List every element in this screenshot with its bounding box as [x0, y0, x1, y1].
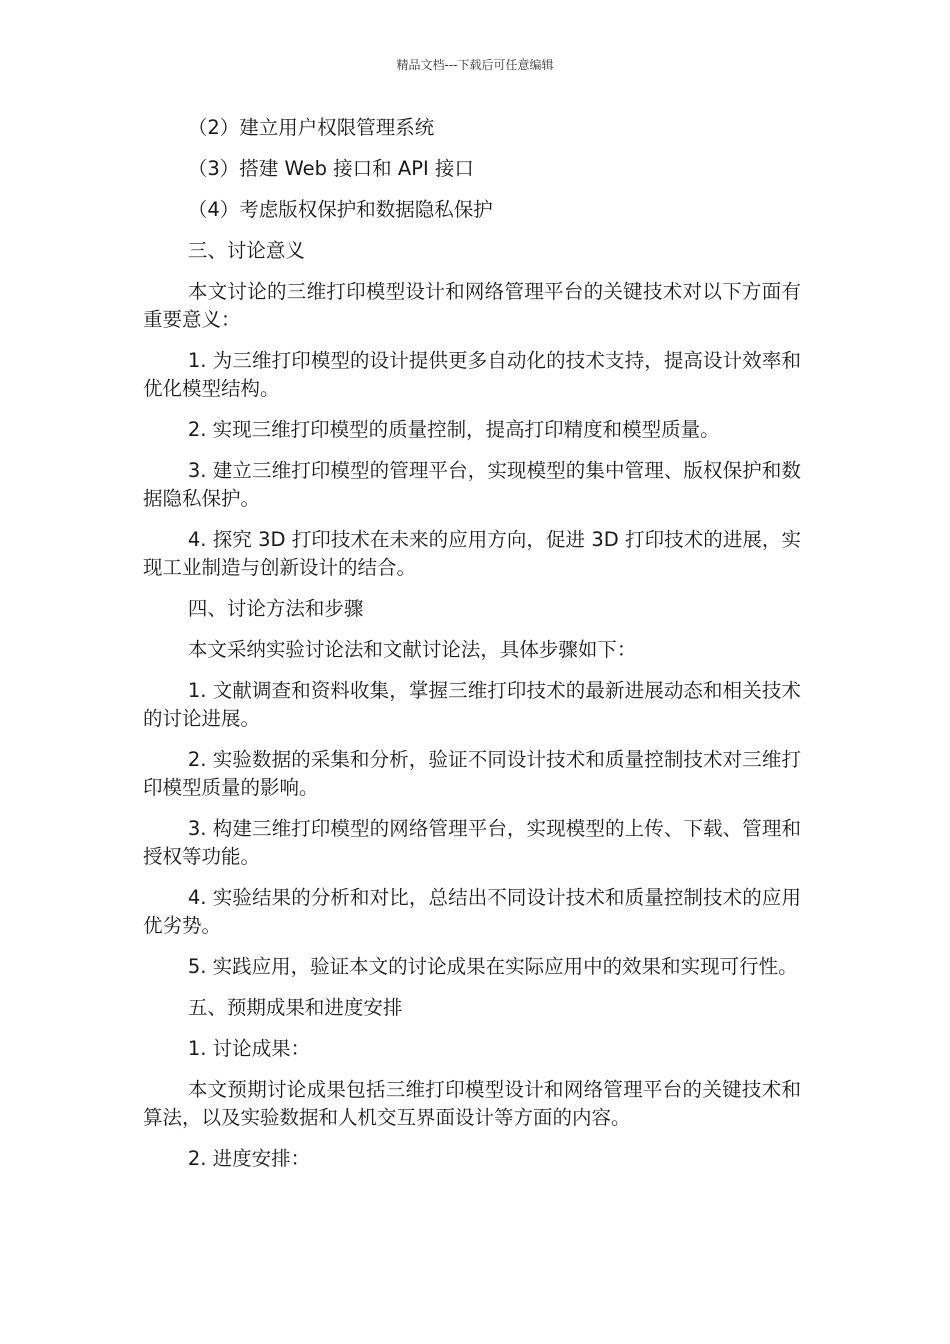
paragraph: 本文讨论的三维打印模型设计和网络管理平台的关键技术对以下方面有重要意义：	[143, 280, 801, 331]
subheading: 1. 讨论成果：	[187, 1037, 311, 1060]
list-item: （2）建立用户权限管理系统	[187, 116, 435, 139]
list-item: 1. 为三维打印模型的设计提供更多自动化的技术支持，提高设计效率和优化模型结构。	[143, 349, 801, 400]
list-item: 3. 建立三维打印模型的管理平台，实现模型的集中管理、版权保护和数据隐私保护。	[143, 459, 801, 510]
list-item: 4. 实验结果的分析和对比，总结出不同设计技术和质量控制技术的应用优劣势。	[143, 886, 801, 937]
list-item: 3. 构建三维打印模型的网络管理平台，实现模型的上传、下载、管理和授权等功能。	[143, 817, 801, 868]
list-item: 2. 实验数据的采集和分析，验证不同设计技术和质量控制技术对三维打印模型质量的影响。	[143, 748, 801, 799]
list-item: 5. 实践应用，验证本文的讨论成果在实际应用中的效果和实现可行性。	[187, 955, 798, 978]
section-heading: 五、预期成果和进度安排	[187, 996, 403, 1019]
section-heading: 三、讨论意义	[187, 239, 305, 262]
subheading: 2. 进度安排：	[187, 1147, 311, 1170]
paragraph: 本文预期讨论成果包括三维打印模型设计和网络管理平台的关键技术和算法，以及实验数据和人机交互界面设计等方面的内容。	[143, 1078, 801, 1129]
list-item: （3）搭建 Web 接口和 API 接口	[187, 157, 474, 180]
document-body	[143, 114, 801, 1186]
list-item: 1. 文献调查和资料收集，掌握三维打印技术的最新进展动态和相关技术的讨论进展。	[143, 679, 801, 730]
list-item: 2. 实现三维打印模型的质量控制，提高打印精度和模型质量。	[187, 418, 720, 441]
section-heading: 四、讨论方法和步骤	[187, 597, 364, 620]
page-header: 精品文档---下载后可任意编辑	[396, 58, 554, 72]
paragraph: 本文采纳实验讨论法和文献讨论法，具体步骤如下：	[187, 638, 637, 661]
list-item: （4）考虑版权保护和数据隐私保护	[187, 198, 493, 221]
list-item: 4. 探究 3D 打印技术在未来的应用方向，促进 3D 打印技术的进展，实现工业制造与创新设计的结合。	[143, 528, 801, 579]
